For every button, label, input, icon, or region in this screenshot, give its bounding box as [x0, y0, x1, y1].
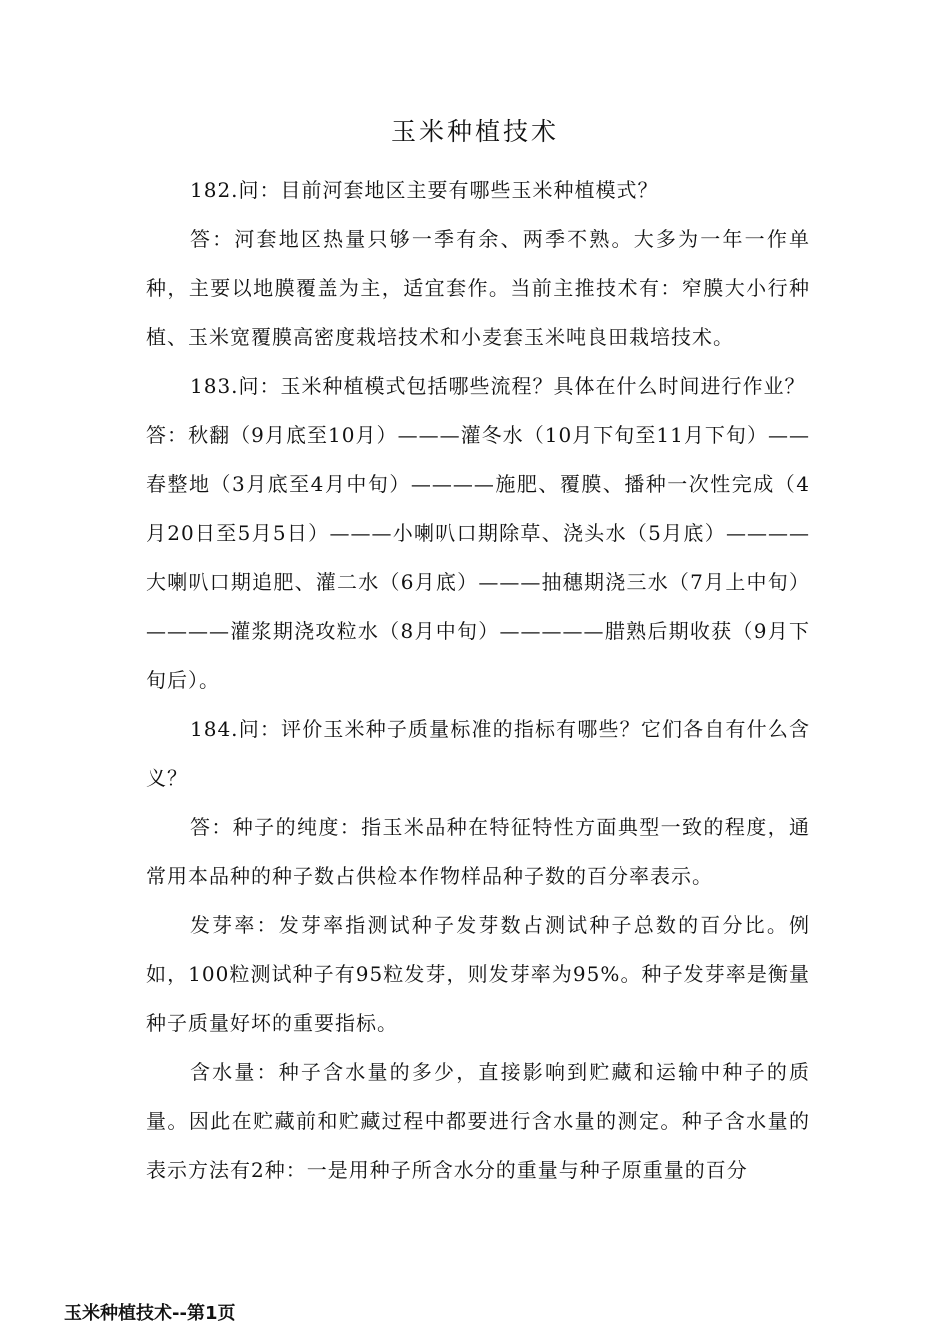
paragraph-moisture: 含水量：种子含水量的多少，直接影响到贮藏和运输中种子的质量。因此在贮藏前和贮藏过程中都要进行含水量的测定。种子含水量的表示方法有2种：一是用种子所含水分的重量与种子原重量的百分 [146, 1060, 810, 1182]
paragraph-a183: 答：秋翻（9月底至10月）———灌冬水（10月下旬至11月下旬）——春整地（3月底至4月中旬）————施肥、覆膜、播种一次性完成（4月20日至5月5日）———小喇叭口期除草、浇头水（5月底）————大喇叭口期追肥、灌二水（6月底）———抽穗期浇三水（7月上中旬）————灌浆期浇攻粒水（8月中旬）—————腊熟后期收获（9月下旬后）。 [146, 423, 810, 692]
paragraph-purity: 答：种子的纯度：指玉米品种在特征特性方面典型一致的程度，通常用本品种的种子数占供检本作物样品种子数的百分率表示。 [146, 815, 810, 888]
paragraph-q184: 184.问：评价玉米种子质量标准的指标有哪些？它们各自有什么含义？ [146, 717, 810, 790]
page-footer: 玉米种植技术--第1页 [64, 1303, 236, 1324]
paragraph-q182: 182.问：目前河套地区主要有哪些玉米种植模式？ [190, 178, 659, 202]
paragraph-a182: 答：河套地区热量只够一季有余、两季不熟。大多为一年一作单种，主要以地膜覆盖为主，适宜套作。当前主推技术有：窄膜大小行种植、玉米宽覆膜高密度栽培技术和小麦套玉米吨良田栽培技术。 [146, 227, 810, 349]
paragraph-q183: 183.问：玉米种植模式包括哪些流程？具体在什么时间进行作业？ [190, 374, 806, 398]
document-body [146, 166, 810, 1195]
document-title: 玉米种植技术 [390, 117, 559, 146]
paragraph-germination: 发芽率：发芽率指测试种子发芽数占测试种子总数的百分比。例如，100粒测试种子有95粒发芽，则发芽率为95%。种子发芽率是衡量种子质量好坏的重要指标。 [146, 913, 810, 1035]
